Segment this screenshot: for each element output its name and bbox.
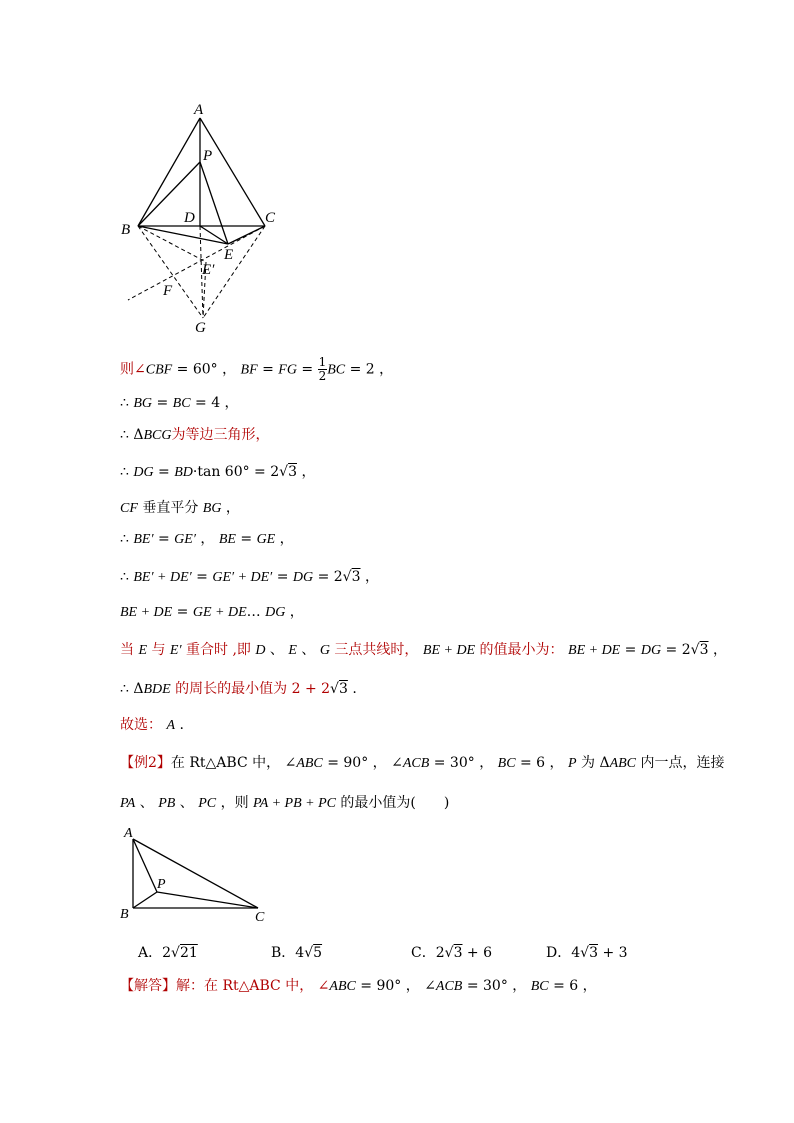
geometry-figure-2	[118, 826, 278, 926]
fig2-label-a: A	[124, 826, 133, 841]
fig1-label-e: E	[224, 247, 234, 263]
sqrt-sign: √	[444, 945, 454, 961]
fig2-label-p: P	[157, 877, 166, 892]
solution-line-5: CF 垂直平分 BG ，	[120, 500, 240, 516]
sqrt-sign: √	[690, 642, 700, 658]
solution-line-1: 则∠CBF = 60° ， BF = FG = $\frac{1}{2}$ BC = 2 ，	[120, 355, 394, 383]
solution-line-3: ∴ ΔBCG为等边三角形，	[120, 427, 270, 443]
fig2-label-c: C	[255, 910, 265, 925]
fig1-label-a: A	[194, 102, 204, 118]
sqrt-sign: √	[342, 569, 352, 585]
fig1-label-b: B	[121, 222, 131, 238]
fig2-label-b: B	[120, 907, 129, 922]
choice-a[interactable]: A．2√21	[138, 945, 198, 961]
choice-d[interactable]: D．4√3 + 3	[546, 945, 628, 961]
example-2-question: PA 、 PB 、 PC ，则 PA + PB + PC 的最小值为( )	[120, 795, 450, 811]
solution-line-9: 当 E 与 E′ 重合时 ,即 D 、 E 、 G 三点共线时， BE + DE 的值最小为： BE + DE = DG = 2√3 ，	[120, 642, 727, 658]
solution-line-2: ∴ BG = BC = 4 ，	[120, 395, 239, 411]
fraction-one-half: $\frac{1}{2}$	[318, 355, 327, 383]
sqrt-sign: √	[580, 945, 590, 961]
sqrt-sign: √	[330, 681, 339, 697]
solution-line-10: ∴ ΔBDE 的周长的最小值为 2 + 2√3 .	[120, 681, 357, 697]
fig1-label-f: F	[163, 283, 173, 299]
solution-line-11: 故选： A .	[120, 717, 184, 733]
sqrt-sign: √	[279, 464, 289, 480]
solution-line-4: ∴ DG = BD·tan 60° = 2√3 ，	[120, 464, 316, 480]
fig1-label-g: G	[195, 320, 206, 336]
fig1-label-e-prime: E′	[202, 262, 215, 278]
solution-line-8: BE + DE = GE + DE… DG ，	[120, 604, 304, 620]
sqrt-sign: √	[171, 945, 180, 961]
sqrt-sign: √	[304, 945, 314, 961]
solution-line-7: ∴ BE′ + DE′ = GE′ + DE′ = DG = 2√3 ，	[120, 569, 379, 585]
fig1-label-d: D	[184, 210, 195, 226]
choice-c[interactable]: C．2√3 + 6	[411, 945, 493, 961]
choice-b[interactable]: B．4√5	[271, 945, 323, 961]
answer-line: 【解答】解：在 Rt△ABC 中， ∠ABC = 90° ， ∠ACB = 30° ， BC = 6 ，	[120, 978, 597, 994]
fig1-label-p: P	[203, 148, 213, 164]
solution-line-6: ∴ BE′ = GE′ ， BE = GE ，	[120, 531, 294, 547]
fig1-label-c: C	[265, 210, 276, 226]
example-2-statement: 【例2】在 Rt△ABC 中， ∠ABC = 90° ， ∠ACB = 30° ， BC = 6 ， P 为 ΔABC 内一点，连接	[120, 755, 725, 771]
